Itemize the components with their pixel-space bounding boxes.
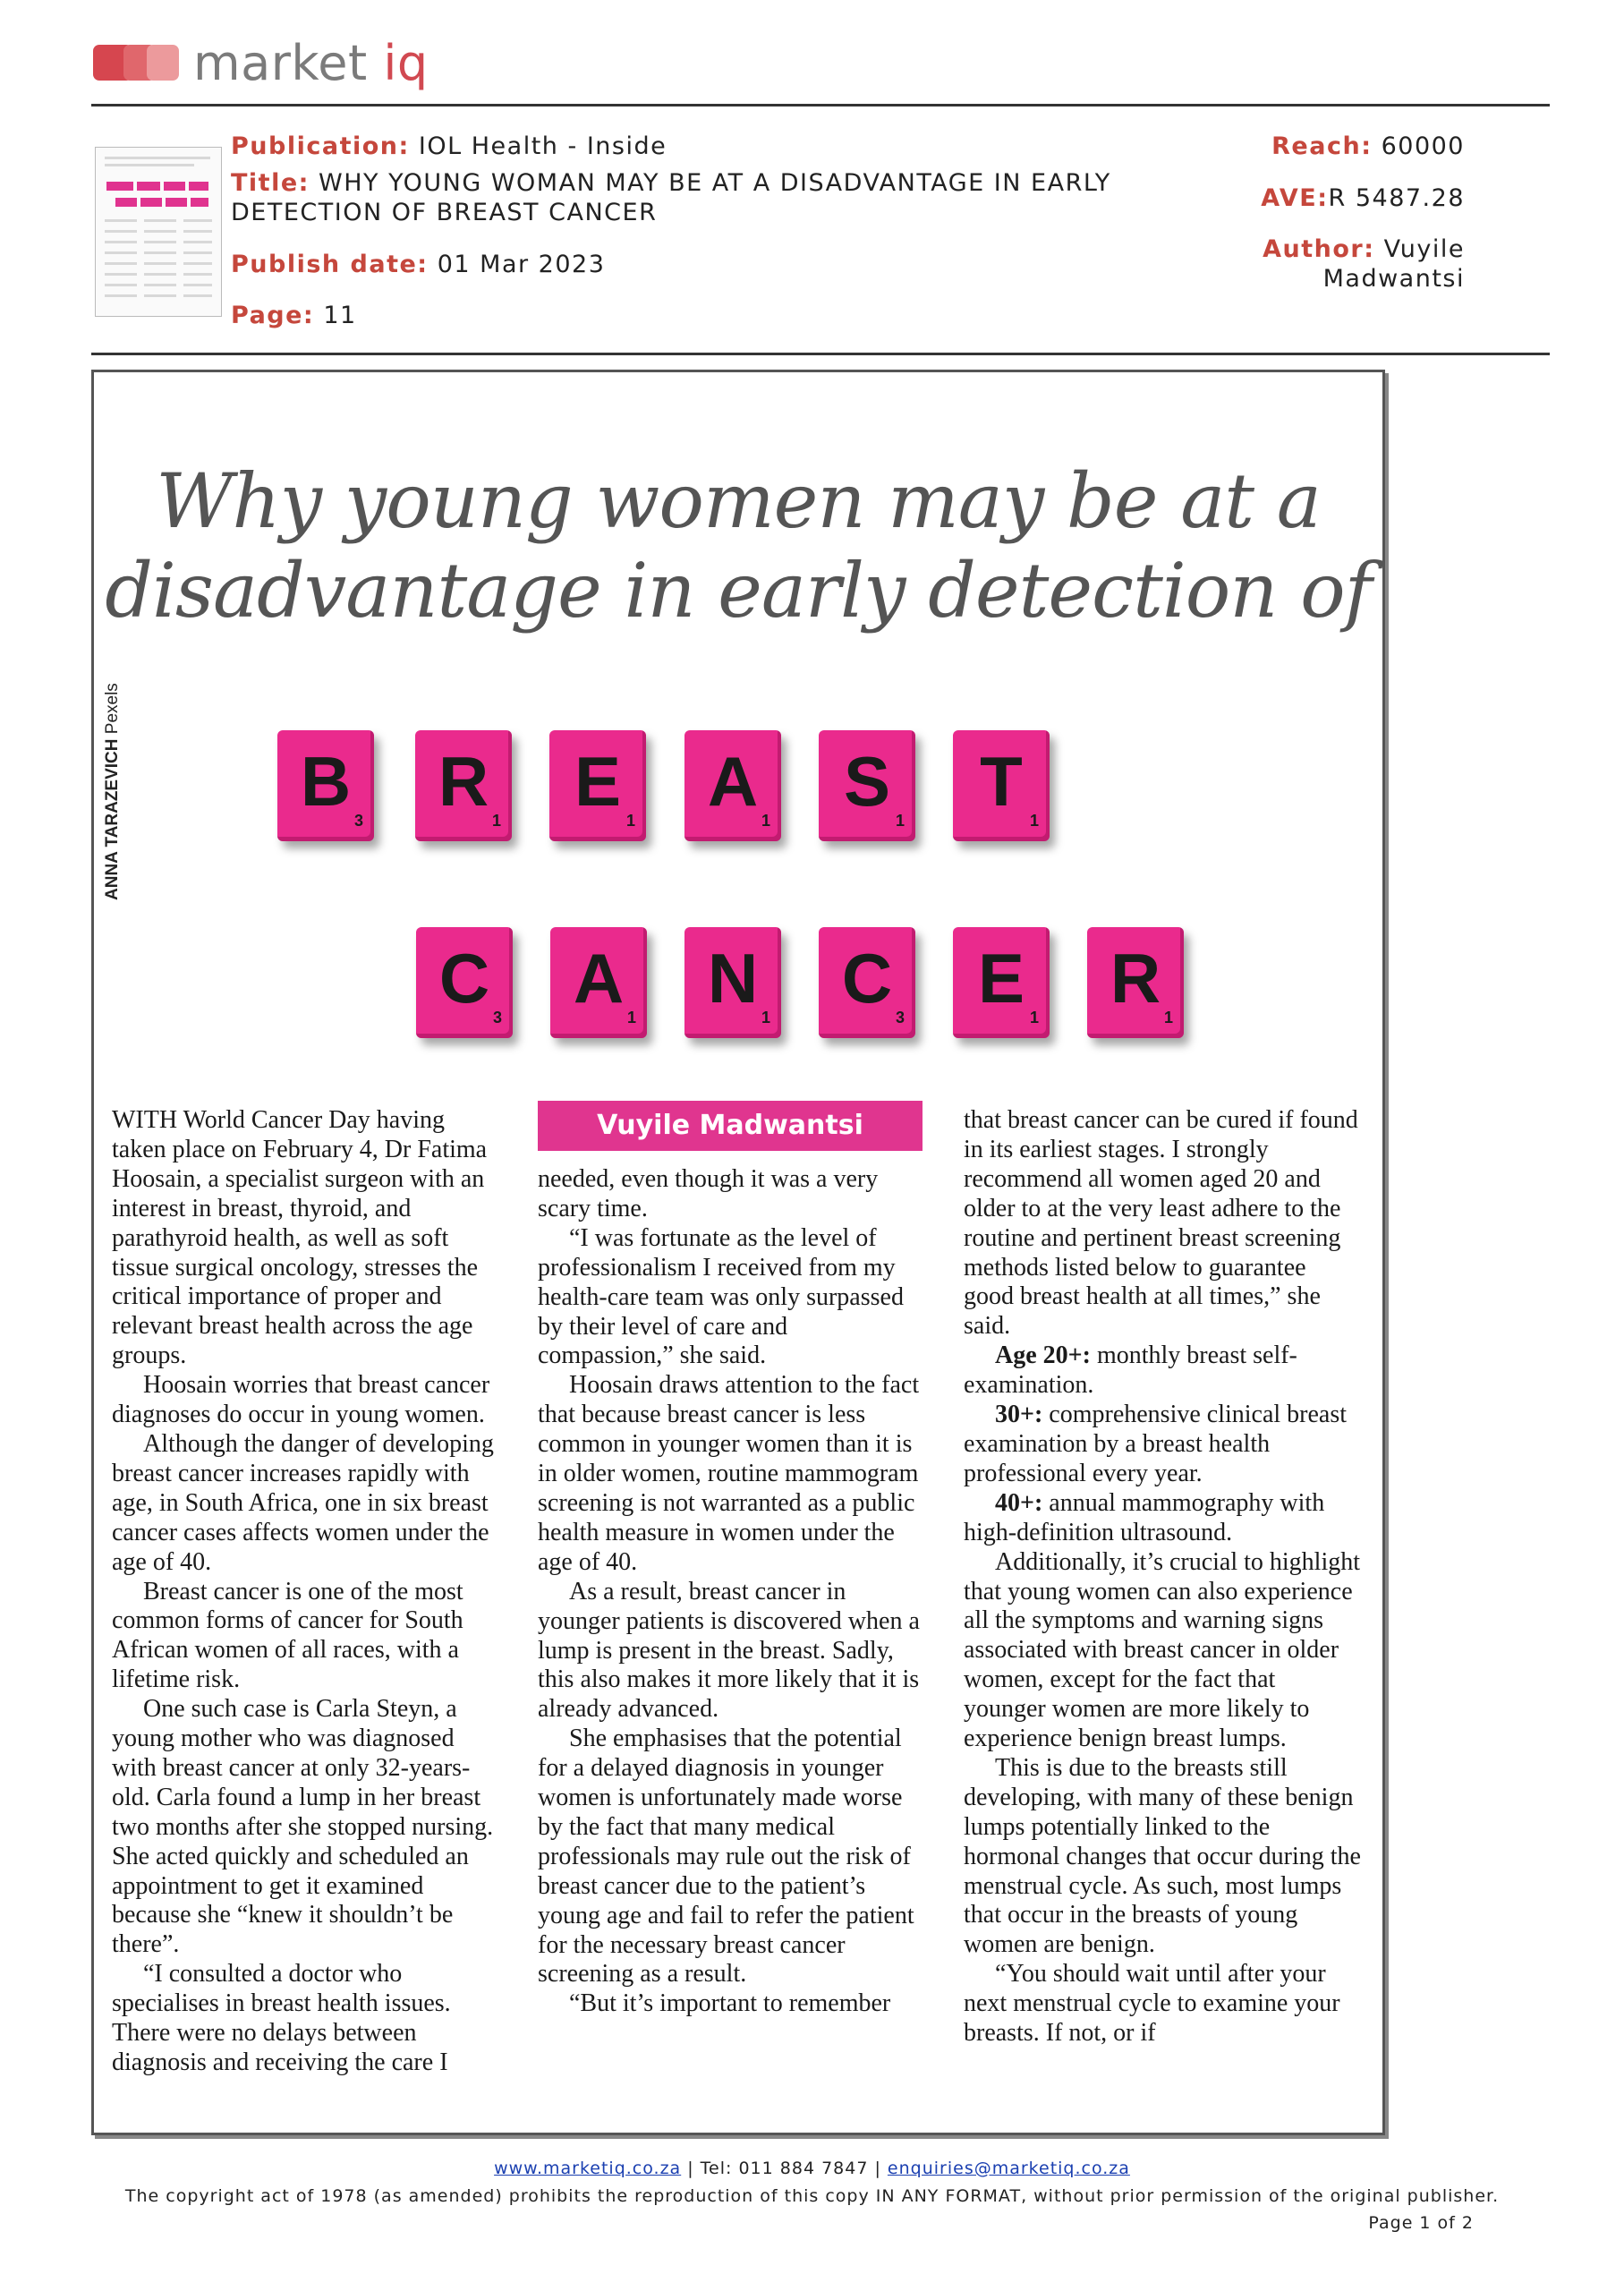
tiles-row1-tile-a: A 1 [684, 730, 781, 841]
logo-mark-icon [93, 39, 181, 86]
website-link[interactable]: www.marketiq.co.za [494, 2159, 682, 2178]
header-rule-top [91, 104, 1550, 106]
photo-credit: ANNA TARAZEVICH Pexels [103, 683, 122, 900]
tiles-row2-tile-e: E 1 [953, 927, 1050, 1038]
title-field: Title: WHY YOUNG WOMAN MAY BE AT A DISADVANTAGE IN EARLY DETECTION OF BREAST CANCER [231, 169, 1111, 226]
publication-value: IOL Health - Inside [418, 132, 667, 160]
article-column-3: that breast cancer can be cured if found in its earliest stages. I strongly recommend all women aged 20 and older to at the very least adhere to the routine and pertinent breast screening methods listed below to guarantee good breast health at all times,” she said. Age 20+: monthly breast self-examination. 30+: comprehensive clinical breast examination by a breast health professional every year. 40+: annual mammography with high-definition ultrasound. Additionally, it’s crucial to highlight that young women can also experience all the symptoms and warning signs associated with breast cancer in older women, except for the fact that younger women are more likely to experience benign breast lumps. This is due to the breasts still developing, with many of these benign lumps potentially linked to the hormonal changes that occur during the menstrual cycle. As such, most lumps that occur in the breasts of young women are benign. “You should wait until after your next menstrual cycle to examine your breasts. If not, or if [964, 1106, 1361, 2048]
tiles-row1-tile-s: S 1 [819, 730, 915, 841]
page-thumbnail[interactable] [95, 147, 222, 317]
headline-line-1: Why young women may be at a [156, 457, 1321, 545]
reach-field: Reach: 60000 [1271, 132, 1465, 160]
logo-wordmark: market iq [193, 34, 429, 91]
tiles-row2-tile-n: N 1 [684, 927, 781, 1038]
article-column-2: needed, even though it was a very scary time. “I was fortunate as the level of professionalism I received from my health-care team was only surpassed by their level of care and compassion,” she said. Hoosain draws attention to the fact that because breast cancer is less common in younger women than it is in older women, routine mammogram screening is not warranted as a public health measure in women under the age of 40. As a result, breast cancer in younger patients is discovered when a lump is present in the breast. Sadly, this also makes it more likely that it is already advanced. She emphasises that the potential for a delayed diagnosis in younger women is unfortunately made worse by the fact that many medical professionals may rule out the risk of breast cancer due to the patient’s young age and fail to refer the patient for the necessary breast cancer screening as a result. “But it’s important to remember [538, 1165, 920, 2018]
footer-contact: www.marketiq.co.za | Tel: 011 884 7847 | enquiries@marketiq.co.za [494, 2159, 1130, 2178]
tiles-row1-tile-t: T 1 [953, 730, 1050, 841]
publish-date-field: Publish date: 01 Mar 2023 [231, 251, 606, 278]
tiles-row2-tile-a: A 1 [550, 927, 647, 1038]
ave-field: AVE:R 5487.28 [1261, 184, 1465, 212]
tiles-row1-tile-b: B 3 [277, 730, 374, 841]
tiles-row2-tile-r: R 1 [1087, 927, 1184, 1038]
tiles-row2-tile-c: C 3 [819, 927, 915, 1038]
tiles-row1-tile-e: E 1 [549, 730, 646, 841]
author-field: Author: Vuyile Madwantsi [1263, 235, 1465, 293]
headline-line-2: disadvantage in early detection of [105, 547, 1372, 634]
header-rule-bottom [91, 353, 1550, 355]
page-indicator: Page 1 of 2 [1368, 2213, 1474, 2233]
publication-field: Publication: IOL Health - Inside [231, 132, 667, 160]
page-field: Page: 11 [231, 302, 357, 329]
marketiq-logo [93, 34, 429, 91]
article-column-1: WITH World Cancer Day having taken place on February 4, Dr Fatima Hoosain, a specialist surgeon with an interest in breast, thyroid, and parathyroid health, as well as soft tissue surgical oncology, stresses the critical importance of proper and relevant breast health across the age groups. Hoosain worries that breast cancer diagnoses do occur in young women. Although the danger of developing breast cancer increases rapidly with age, in South Africa, one in six breast cancer cases affects women under the age of 40. Breast cancer is one of the most common forms of cancer for South African women of all races, with a lifetime risk. One such case is Carla Steyn, a young mother who was diagnosed with breast cancer at only 32-years-old. Carla found a lump in her breast two months after she stopped nursing. She acted quickly and scheduled an appointment to get it examined because she “knew it shouldn’t be there”. “I consulted a doctor who specialises in breast health issues. There were no delays between diagnosis and receiving the care I [112, 1106, 494, 2076]
byline-banner: Vuyile Madwantsi [538, 1101, 923, 1151]
copyright-notice: The copyright act of 1978 (as amended) prohibits the reproduction of this copy IN ANY FORMAT, without prior permission of the original publisher. [124, 2186, 1500, 2206]
email-link[interactable]: enquiries@marketiq.co.za [887, 2159, 1130, 2178]
tiles-row2-tile-c: C 3 [416, 927, 513, 1038]
tiles-row1-tile-r: R 1 [415, 730, 512, 841]
article-clipping [91, 370, 1385, 2135]
